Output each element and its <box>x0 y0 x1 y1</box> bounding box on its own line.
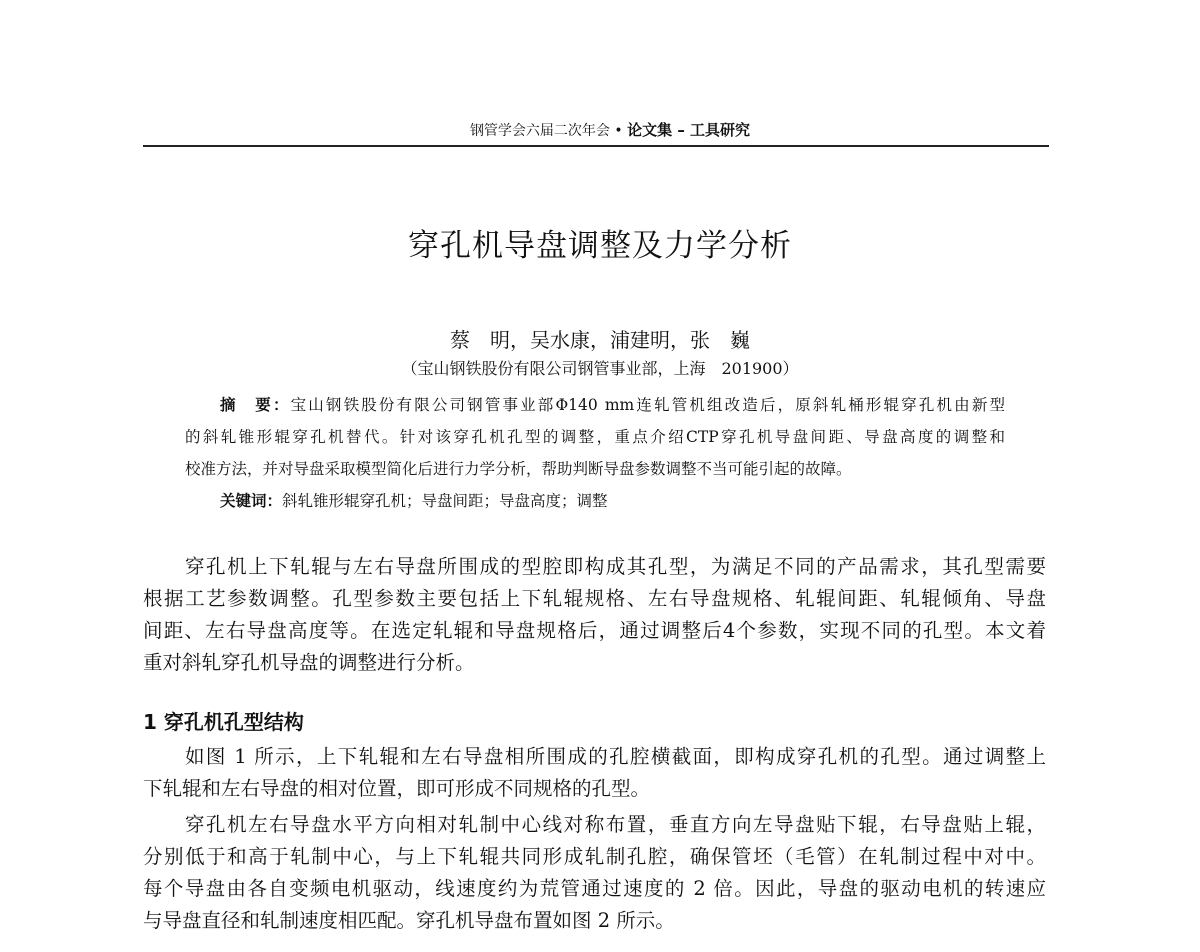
abstract-line: 的斜轧锥形辊穿孔机替代。针对该穿孔机孔型的调整，重点介绍CTP穿孔机导盘间距、导盘高度的调整和 <box>185 428 1005 446</box>
text-line: 分别低于和高于轧制中心，与上下轧辊共同形成轧制孔腔，确保管坯（毛管）在轧制过程中对中。 <box>143 845 1046 868</box>
text-line: 间距、左右导盘高度等。在选定轧辊和导盘规格后，通过调整后4个参数，实现不同的孔型。本文着 <box>143 619 1046 642</box>
text-line: 穿孔机左右导盘水平方向相对轧制中心线对称布置，垂直方向左导盘贴下辊，右导盘贴上辊， <box>185 813 1046 836</box>
text-line: 与导盘直径和轧制速度相匹配。穿孔机导盘布置如图 2 所示。 <box>143 909 675 932</box>
section-heading: 1 穿孔机孔型结构 <box>143 710 304 734</box>
text-line: 根据工艺参数调整。孔型参数主要包括上下轧辊规格、左右导盘规格、轧辊间距、轧辊倾角、导盘 <box>143 587 1046 610</box>
text-line: 下轧辊和左右导盘的相对位置，即可形成不同规格的孔型。 <box>143 777 651 800</box>
abstract <box>185 393 1005 521</box>
header-section: 论文集 – 工具研究 <box>627 121 751 139</box>
authors: 蔡 明，吴水康，浦建明，张 巍 <box>450 328 750 352</box>
abstract-line: 校准方法，并对导盘采取模型简化后进行力学分析，帮助判断导盘参数调整不当可能引起的故障。 <box>185 460 852 478</box>
section1-paragraph-2 <box>143 811 1046 939</box>
keywords-label: 关键词： <box>220 492 283 510</box>
section1-paragraph-1 <box>143 743 1046 807</box>
text-line: 穿孔机上下轧辊与左右导盘所围成的型腔即构成其孔型，为满足不同的产品需求，其孔型需要 <box>185 555 1046 578</box>
keywords: 斜轧锥形辊穿孔机；导盘间距；导盘高度；调整 <box>282 492 608 510</box>
text-line: 如图 1 所示，上下轧辊和左右导盘相所围成的孔腔横截面，即构成穿孔机的孔型。通过调整上 <box>185 745 1046 768</box>
header-separator: • <box>614 123 623 139</box>
intro-paragraph <box>143 553 1046 681</box>
text-line: 每个导盘由各自变频电机驱动，线速度约为荒管通过速度的 2 倍。因此，导盘的驱动电机的转速应 <box>143 877 1046 900</box>
paper-title: 穿孔机导盘调整及力学分析 <box>408 228 792 264</box>
header-conference: 钢管学会六届二次年会 <box>469 123 610 139</box>
abstract-label: 摘 要： <box>220 396 291 414</box>
header-rule <box>143 145 1049 147</box>
running-header <box>0 119 1200 140</box>
affiliation: （宝山钢铁股份有限公司钢管事业部，上海 201900） <box>401 359 799 378</box>
text-line: 重对斜轧穿孔机导盘的调整进行分析。 <box>143 651 475 674</box>
abstract-line: 宝山钢铁股份有限公司钢管事业部Φ140 mm连轧管机组改造后，原斜轧桶形辊穿孔机由新型 <box>290 396 1005 414</box>
